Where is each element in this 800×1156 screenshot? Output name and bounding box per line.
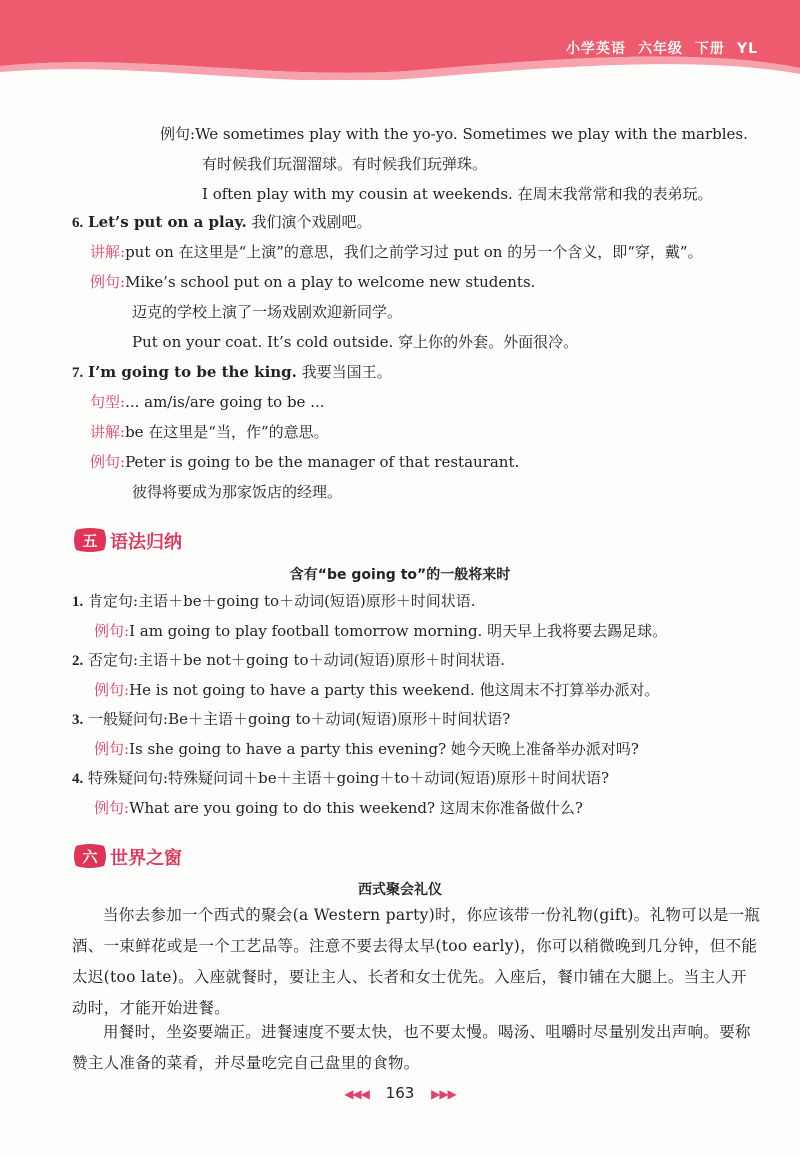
section-subtitle: 含有“be going to”的一般将来时 (289, 567, 511, 583)
rule-text: 特殊疑问句:特殊疑问词＋be＋主语＋going＋to＋动词(短语)原形＋时间状语? (88, 769, 610, 787)
example-label: 例句: (160, 125, 196, 143)
item-heading-cn: 我要当国王。 (301, 363, 392, 381)
header-volume: 下册 (694, 41, 725, 57)
example-text: Peter is going to be the manager of that restaurant. (125, 453, 520, 471)
example-line (90, 452, 519, 472)
pattern-label: 句型: (90, 393, 126, 411)
explain-line (90, 422, 329, 442)
paragraph: 用餐时，坐姿要端正。进餐速度不要太快，也不要太慢。喝汤、咀嚼时尽量别发出声响。要称赞主人准备的菜肴，并尽量吃完自己盘里的食物。 (72, 1023, 751, 1072)
rule-text: 否定句:主语＋be not＋going to＋动词(短语)原形＋时间状语. (88, 651, 506, 669)
rule-number: 1. (72, 594, 84, 610)
example-translation: 有时候我们玩溜溜球。有时候我们玩弹珠。 (202, 155, 488, 173)
page-footer (0, 1084, 800, 1102)
item-heading (72, 212, 371, 233)
example-text: I often play with my cousin at weekends. 在周末我常常和我的表弟玩。 (202, 185, 713, 203)
item-heading-en: Let’s put on a play. (88, 213, 247, 231)
rule-line (72, 591, 476, 612)
example-line (94, 739, 639, 759)
pattern-text: ... am/is/are going to be ... (125, 393, 325, 411)
header-title (554, 38, 758, 58)
example-line (94, 798, 583, 818)
rule-number: 4. (72, 771, 84, 787)
section-title: 语法归纳 (110, 532, 182, 553)
rule-text: 肯定句:主语＋be＋going to＋动词(短语)原形＋时间状语. (88, 592, 476, 610)
item-number: 7. (72, 365, 84, 381)
example-text: Is she going to have a party this evening? 她今天晚上准备举办派对吗? (129, 740, 639, 758)
page-number: 163 (385, 1084, 415, 1102)
example-line (94, 621, 667, 641)
explain-label: 讲解: (90, 243, 126, 261)
section-badge (72, 527, 108, 553)
item-heading-cn: 我们演个戏剧吧。 (251, 213, 372, 231)
rule-line (72, 768, 609, 789)
item-heading-en: I’m going to be the king. (88, 363, 297, 381)
prev-arrows-icon: ◀◀◀ (344, 1087, 369, 1101)
item-number: 6. (72, 215, 84, 231)
explain-text: be 在这里是“当，作”的意思。 (125, 423, 329, 441)
example-label: 例句: (90, 273, 126, 291)
header-grade: 六年级 (637, 41, 683, 57)
section-badge-text: 六 (82, 848, 98, 866)
example-label: 例句: (90, 453, 126, 471)
example-label: 例句: (94, 740, 130, 758)
example-text: Mike’s school put on a play to welcome new students. (125, 273, 536, 291)
example-label: 例句: (94, 799, 130, 817)
pattern-line (90, 392, 325, 412)
section-title: 世界之窗 (110, 848, 182, 869)
section-subtitle: 西式聚会礼仪 (358, 882, 442, 898)
example-translation: 迈克的学校上演了一场戏剧欢迎新同学。 (132, 303, 403, 321)
example-line (160, 124, 748, 144)
example-text: I am going to play football tomorrow morning. 明天早上我将要去踢足球。 (129, 622, 668, 640)
example-label: 例句: (94, 622, 130, 640)
header-subject: 小学英语 (565, 41, 626, 57)
explain-label: 讲解: (90, 423, 126, 441)
explain-line (90, 242, 703, 262)
item-heading (72, 362, 392, 383)
rule-number: 3. (72, 712, 84, 728)
example-label: 例句: (94, 681, 130, 699)
example-text: He is not going to have a party this weekend. 他这周末不打算举办派对。 (129, 681, 660, 699)
example-text: What are you going to do this weekend? 这周末你准备做什么? (129, 799, 583, 817)
header-edition: YL (736, 41, 758, 57)
explain-text: put on 在这里是“上演”的意思，我们之前学习过 put on 的另一个含义，即“穿，戴”。 (125, 243, 703, 261)
paragraph: 当你去参加一个西式的聚会(a Western party)时，你应该带一份礼物(gift)。礼物可以是一瓶酒、一束鲜花或是一个工艺品等。注意不要去得太早(too early)，你可以稍微晚到几分钟，但不能太迟(too late)。入座就餐时，要让主人、长者和女士优先。入座后，餐巾铺在大腿上。当主人开动时，才能开始进餐。 (72, 906, 761, 1017)
section-badge (72, 843, 108, 869)
example-text: Put on your coat. It’s cold outside. 穿上你的外套。外面很冷。 (132, 333, 579, 351)
next-arrows-icon: ▶▶▶ (431, 1087, 456, 1101)
section-badge-text: 五 (82, 532, 98, 550)
rule-line (72, 709, 510, 730)
example-text: We sometimes play with the yo-yo. Sometimes we play with the marbles. (195, 125, 748, 143)
example-translation: 彼得将要成为那家饭店的经理。 (132, 483, 343, 501)
rule-line (72, 650, 505, 671)
example-line (90, 272, 535, 292)
rule-number: 2. (72, 653, 84, 669)
rule-text: 一般疑问句:Be＋主语＋going to＋动词(短语)原形＋时间状语? (88, 710, 511, 728)
example-line (94, 680, 660, 700)
